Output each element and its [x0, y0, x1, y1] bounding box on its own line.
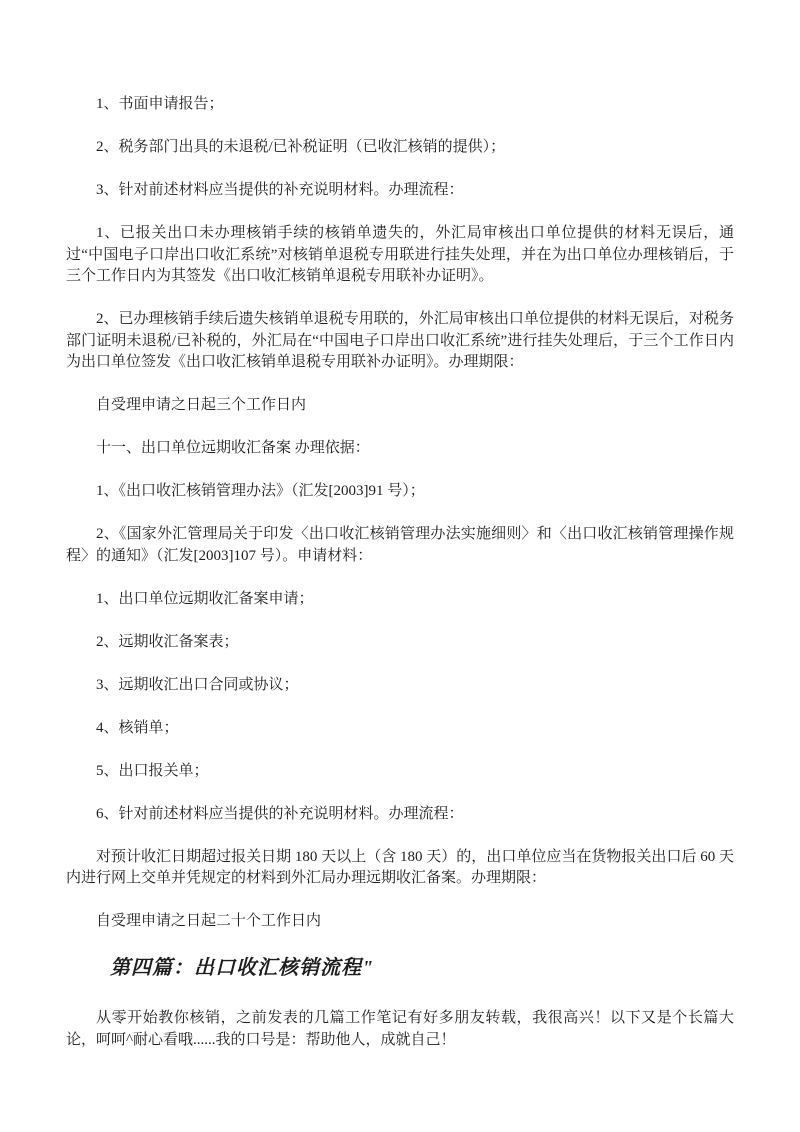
paragraph: 从零开始教你核销，之前发表的几篇工作笔记有好多朋友转载，我很高兴！以下又是个长篇大论，呵呵^耐心看哦......我的口号是：帮助他人，成就自己！: [66, 1010, 734, 1048]
paragraph: 4、核销单；: [96, 719, 179, 736]
paragraph: 5、出口报关单；: [96, 762, 209, 779]
paragraph: 自受理申请之日起三个工作日内: [96, 397, 307, 413]
paragraph: 1、出口单位远期收汇备案申请；: [96, 590, 314, 607]
paragraph: 1、书面申请报告；: [96, 96, 224, 112]
paragraph: 1、已报关出口未办理核销手续的核销单遗失的，外汇局审核出口单位提供的材料无误后，通过“中国电子口岸出口收汇系统”对核销单退税专用联进行挂失处理，并在为出口单位办理核销后，于三个工作日内为其签发《出口收汇核销单退税专用联补办证明》。: [66, 225, 734, 284]
paragraph: 2、已办理核销手续后遗失核销单退税专用联的，外汇局审核出口单位提供的材料无误后，对税务部门证明未退税/已补税的，外汇局在“中国电子口岸出口收汇系统”进行挂失处理后，于三个工作日内为出口单位签发《出口收汇核销单退税专用联补办证明》。办理期限：: [66, 311, 734, 370]
document-body: [66, 94, 734, 1051]
section-heading: 第四篇：出口收汇核销流程": [110, 957, 375, 979]
paragraph: 1、《出口收汇核销管理办法》（汇发[2003]91 号）；: [96, 483, 425, 499]
paragraph: 2、《国家外汇管理局关于印发〈出口收汇核销管理办法实施细则〉和〈出口收汇核销管理操作规程〉的通知》（汇发[2003]107 号）。申请材料：: [66, 526, 734, 564]
paragraph: 3、远期收汇出口合同或协议；: [96, 676, 299, 693]
paragraph: 自受理申请之日起二十个工作日内: [96, 913, 322, 929]
paragraph: 2、远期收汇备案表；: [96, 633, 239, 650]
paragraph: 3、针对前述材料应当提供的补充说明材料。办理流程：: [96, 182, 464, 198]
paragraph: 6、针对前述材料应当提供的补充说明材料。办理流程：: [96, 805, 464, 822]
paragraph: 2、税务部门出具的未退税/已补税证明（已收汇核销的提供）；: [96, 139, 506, 155]
paragraph: 十一、出口单位远期收汇备案 办理依据：: [96, 440, 370, 456]
paragraph: 对预计收汇日期超过报关日期 180 天以上（含 180 天）的，出口单位应当在货物报关出口后 60 天内进行网上交单并凭规定的材料到外汇局办理远期收汇备案。办理期限：: [66, 848, 734, 886]
